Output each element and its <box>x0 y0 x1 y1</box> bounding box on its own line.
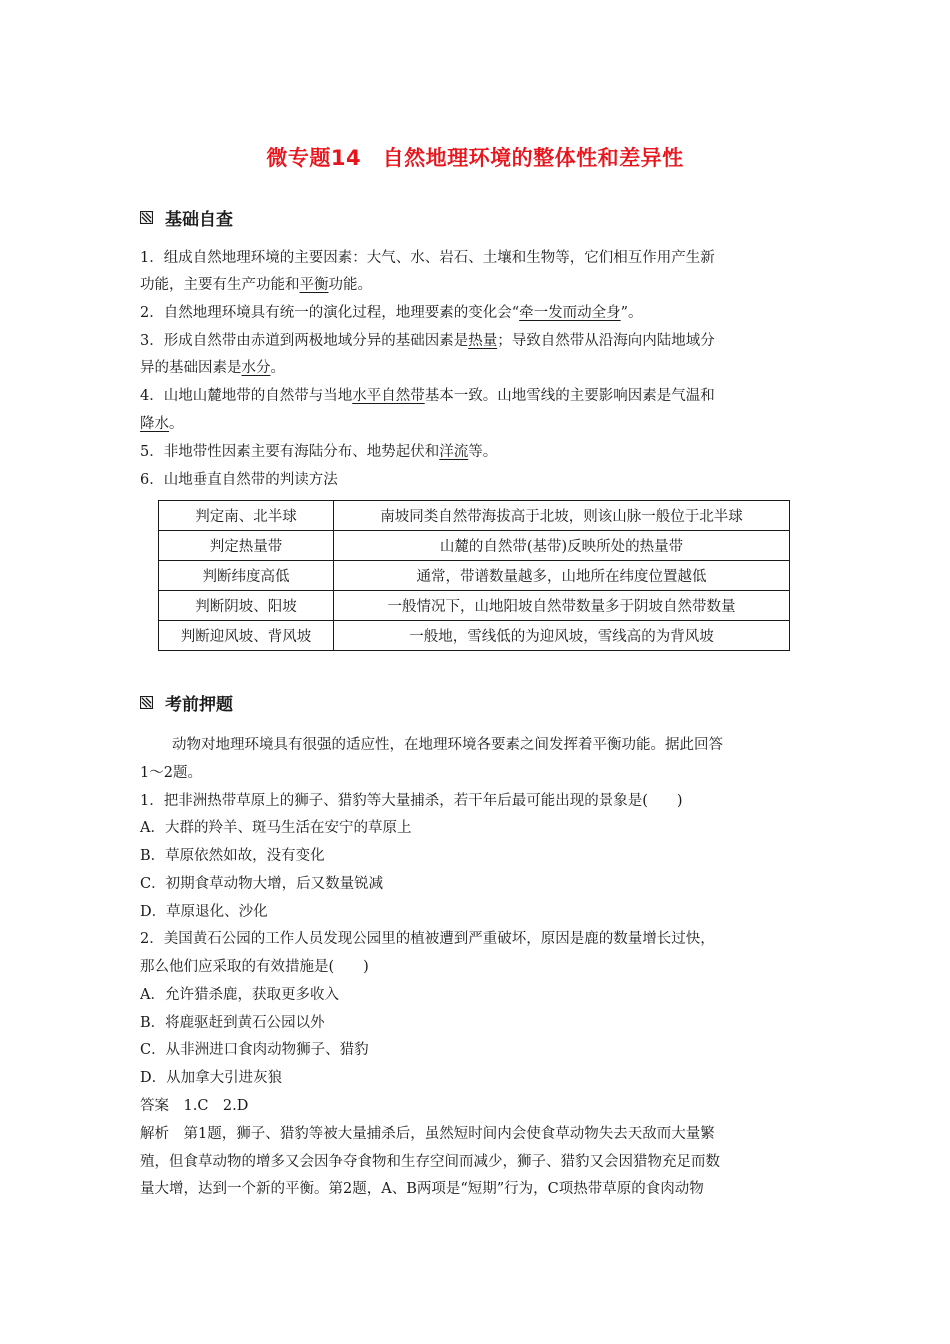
option-item: D．从加拿大引进灰狼 <box>140 1070 283 1086</box>
basics-line: 2．自然地理环境具有统一的演化过程，地理要素的变化会“牵一发而动全身”。 <box>140 305 643 321</box>
basics-line: 1．组成自然地理环境的主要因素：大气、水、岩石、土壤和生物等，它们相互作用产生新 <box>140 250 715 266</box>
analysis-line: 殖，但食草动物的增多又会因争夺食物和生存空间而减少，狮子、猎豹又会因猎物充足而数 <box>140 1154 720 1170</box>
option-item: D．草原退化、沙化 <box>140 904 268 920</box>
table-row <box>159 531 790 561</box>
basics-line: 功能，主要有生产功能和平衡功能。 <box>140 277 372 293</box>
section-heading-practice <box>140 690 233 714</box>
table-row <box>159 621 790 651</box>
table-cell: 判定南、北半球 <box>159 501 334 531</box>
answer-blank: 水分 <box>241 360 271 376</box>
answer-blank: 降水 <box>140 416 169 432</box>
option-item: B．将鹿驱赶到黄石公园以外 <box>140 1015 325 1031</box>
answer-blank: 牵一发而动全身 <box>519 305 621 321</box>
table-cell: 一般地，雪线低的为迎风坡，雪线高的为背风坡 <box>334 621 790 651</box>
section-heading-text: 基础自查 <box>165 209 233 230</box>
judgement-table <box>158 500 790 651</box>
page-title: 微专题14 自然地理环境的整体性和差异性 <box>266 146 684 170</box>
analysis-line: 解析 第1题，狮子、猎豹等被大量捕杀后，虽然短时间内会使食草动物失去天敌而大量繁 <box>140 1126 715 1142</box>
table-cell: 判断迎风坡、背风坡 <box>159 621 334 651</box>
option-item: C．初期食草动物大增，后又数量锐减 <box>140 876 384 892</box>
table-cell: 判断纬度高低 <box>159 561 334 591</box>
table-cell: 通常，带谱数量越多，山地所在纬度位置越低 <box>334 561 790 591</box>
answer-line: 答案 1.C 2.D <box>140 1098 249 1114</box>
question-stem: 1．把非洲热带草原上的狮子、猎豹等大量捕杀，若干年后最可能出现的景象是( ) <box>140 793 683 809</box>
basics-line: 异的基础因素是水分。 <box>140 360 285 376</box>
table-cell: 一般情况下，山地阳坡自然带数量多于阴坡自然带数量 <box>334 591 790 621</box>
basics-line: 3．形成自然带由赤道到两极地域分异的基础因素是热量；导致自然带从沿海向内陆地域分 <box>140 333 715 349</box>
intro-text: 动物对地理环境具有很强的适应性，在地理环境各要素之间发挥着平衡功能。据此回答 <box>172 737 723 753</box>
analysis-line: 量大增，达到一个新的平衡。第2题，A、B两项是“短期”行为，C项热带草原的食肉动物 <box>140 1181 704 1197</box>
table-row <box>159 561 790 591</box>
section-heading-text: 考前押题 <box>165 694 233 715</box>
table-cell: 判断阴坡、阳坡 <box>159 591 334 621</box>
section-heading-basics <box>140 205 233 229</box>
table-cell: 南坡同类自然带海拔高于北坡，则该山脉一般位于北半球 <box>334 501 790 531</box>
answer-blank: 水平自然带 <box>352 388 425 404</box>
option-item: A．允许猎杀鹿，获取更多收入 <box>140 987 339 1003</box>
answer-blank: 洋流 <box>439 444 469 460</box>
intro-text: 1～2题。 <box>140 765 202 781</box>
basics-line: 4．山地山麓地带的自然带与当地水平自然带基本一致。山地雪线的主要影响因素是气温和 <box>140 388 715 404</box>
table-cell: 判定热量带 <box>159 531 334 561</box>
option-item: C．从非洲进口食肉动物狮子、猎豹 <box>140 1042 369 1058</box>
answer-blank: 热量 <box>468 333 498 349</box>
option-item: A．大群的羚羊、斑马生活在安宁的草原上 <box>140 820 412 836</box>
answer-blank: 平衡 <box>299 277 329 293</box>
table-row <box>159 501 790 531</box>
option-item: B．草原依然如故，没有变化 <box>140 848 325 864</box>
section-marker-icon <box>140 696 153 709</box>
table-cell: 山麓的自然带(基带)反映所处的热量带 <box>334 531 790 561</box>
basics-line: 6．山地垂直自然带的判读方法 <box>140 472 338 488</box>
basics-line: 5．非地带性因素主要有海陆分布、地势起伏和洋流等。 <box>140 444 498 460</box>
basics-line: 降水。 <box>140 416 184 432</box>
table-row <box>159 591 790 621</box>
section-marker-icon <box>140 211 153 224</box>
question-stem: 2．美国黄石公园的工作人员发现公园里的植被遭到严重破坏，原因是鹿的数量增长过快， <box>140 931 715 947</box>
question-stem: 那么他们应采取的有效措施是( ) <box>140 959 369 975</box>
